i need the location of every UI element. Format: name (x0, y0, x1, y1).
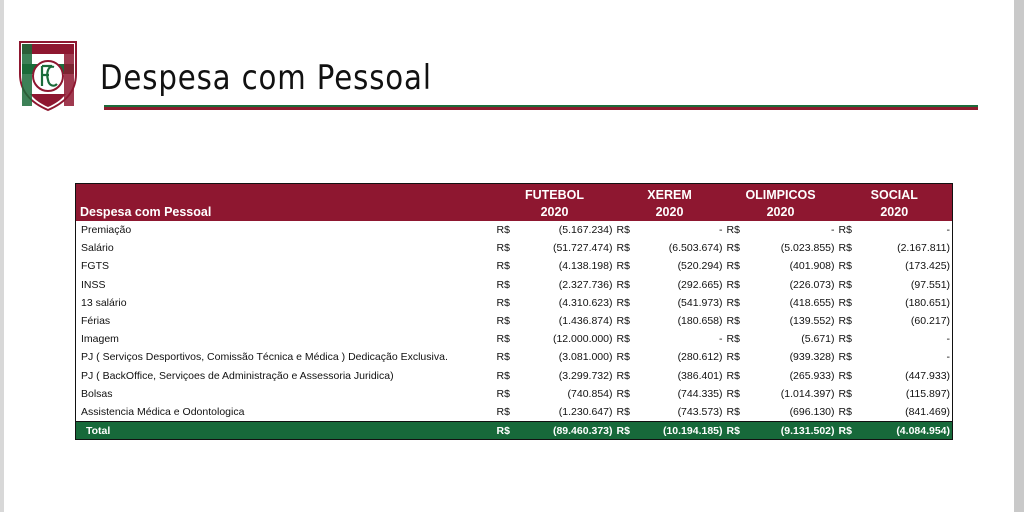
currency-symbol: R$ (496, 278, 510, 291)
cell-value: (5.671) (801, 333, 835, 346)
currency-symbol: R$ (496, 405, 510, 418)
cell-value: (520.294) (677, 260, 723, 273)
row-label: INSS (81, 278, 106, 291)
column-header-year: 2020 (725, 202, 837, 221)
currency-symbol: R$ (838, 224, 852, 237)
cell-value: (2.167.811) (897, 242, 951, 255)
currency-symbol: R$ (616, 405, 630, 418)
currency-symbol: R$ (496, 369, 510, 382)
table-row (76, 348, 953, 366)
currency-symbol: R$ (616, 333, 630, 346)
row-label: Imagem (81, 333, 119, 346)
cell-value: (939.328) (789, 351, 835, 364)
column-header-year: 2020 (495, 202, 615, 221)
cell-value: (5.023.855) (780, 242, 835, 255)
currency-symbol: R$ (495, 422, 525, 440)
column-header-name: XEREM (615, 184, 725, 203)
cell-value: (12.000.000) (552, 333, 613, 346)
cell-value: (51.727.474) (552, 242, 613, 255)
currency-symbol: R$ (838, 387, 852, 400)
currency-symbol: R$ (726, 224, 740, 237)
total-value: (4.084.954) (867, 422, 953, 440)
cell-value: - (719, 333, 723, 346)
currency-symbol: R$ (726, 405, 740, 418)
currency-symbol: R$ (496, 387, 510, 400)
currency-symbol: R$ (616, 224, 630, 237)
total-label: Total (76, 422, 495, 440)
table-row (76, 257, 953, 275)
table-row (76, 330, 953, 348)
currency-symbol: R$ (838, 278, 852, 291)
column-header-name: SOCIAL (837, 184, 953, 203)
row-label: Premiação (81, 224, 132, 237)
cell-value: (447.933) (905, 369, 951, 382)
row-label: PJ ( BackOffice, Serviçoes de Administração e Assessoria Juridica) (81, 369, 394, 382)
column-header-year: 2020 (837, 202, 953, 221)
currency-symbol: R$ (726, 369, 740, 382)
currency-symbol: R$ (496, 260, 510, 273)
row-label: PJ ( Serviços Desportivos, Comissão Técnica e Médica ) Dedicação Exclusiva. (81, 351, 448, 364)
currency-symbol: R$ (496, 224, 510, 237)
cell-value: (696.130) (789, 405, 835, 418)
currency-symbol: R$ (616, 260, 630, 273)
table-row (76, 276, 953, 294)
cell-value: (418.655) (789, 296, 835, 309)
table-row (76, 221, 953, 239)
currency-symbol: R$ (838, 351, 852, 364)
cell-value: - (831, 224, 835, 237)
cell-value: - (946, 224, 951, 237)
column-header-year: 2020 (615, 202, 725, 221)
currency-symbol: R$ (725, 422, 755, 440)
currency-symbol: R$ (838, 369, 852, 382)
table-row (76, 403, 953, 422)
column-header-name: OLIMPICOS (725, 184, 837, 203)
cell-value: (5.167.234) (558, 224, 613, 237)
cell-value: (265.933) (789, 369, 835, 382)
cell-value: (226.073) (789, 278, 835, 291)
currency-symbol: R$ (726, 351, 740, 364)
cell-value: (744.335) (677, 387, 723, 400)
cell-value: (1.230.647) (558, 405, 613, 418)
table-body (76, 221, 953, 422)
page-edge-right (1014, 0, 1024, 512)
currency-symbol: R$ (616, 296, 630, 309)
header-row-years (76, 202, 953, 221)
cell-value: (4.310.623) (558, 296, 613, 309)
currency-symbol: R$ (726, 315, 740, 328)
currency-symbol: R$ (726, 242, 740, 255)
currency-symbol: R$ (726, 260, 740, 273)
cell-value: (1.436.874) (558, 315, 613, 328)
cell-value: (115.897) (905, 387, 951, 400)
cell-value: (173.425) (905, 260, 951, 273)
currency-symbol: R$ (726, 296, 740, 309)
table-header-title: Despesa com Pessoal (76, 202, 495, 221)
fluminense-crest-icon (16, 40, 80, 112)
currency-symbol: R$ (496, 242, 510, 255)
currency-symbol: R$ (726, 333, 740, 346)
table-row (76, 294, 953, 312)
cell-value: (841.469) (905, 405, 951, 418)
row-label: Salário (81, 242, 114, 255)
slide-title: Despesa com Pessoal (100, 58, 432, 98)
cell-value: (3.081.000) (558, 351, 613, 364)
currency-symbol: R$ (838, 260, 852, 273)
cell-value: (139.552) (789, 315, 835, 328)
currency-symbol: R$ (726, 387, 740, 400)
cell-value: (386.401) (677, 369, 723, 382)
row-label: Assistencia Médica e Odontologica (81, 405, 245, 418)
row-label: 13 salário (81, 296, 127, 309)
currency-symbol: R$ (838, 242, 852, 255)
header-blank (76, 184, 495, 203)
total-value: (89.460.373) (525, 422, 615, 440)
total-value: (10.194.185) (645, 422, 725, 440)
cell-value: (6.503.674) (668, 242, 723, 255)
cell-value: (4.138.198) (558, 260, 613, 273)
table-row (76, 385, 953, 403)
cell-value: (401.908) (789, 260, 835, 273)
title-underline-red (104, 107, 978, 110)
row-label: FGTS (81, 260, 109, 273)
cell-value: (60.217) (910, 315, 951, 328)
currency-symbol: R$ (616, 242, 630, 255)
cell-value: (292.665) (677, 278, 723, 291)
currency-symbol: R$ (838, 296, 852, 309)
row-label: Férias (81, 315, 111, 328)
currency-symbol: R$ (838, 405, 852, 418)
cell-value: (180.658) (677, 315, 723, 328)
currency-symbol: R$ (616, 351, 630, 364)
cell-value: (1.014.397) (780, 387, 835, 400)
column-header-name: FUTEBOL (495, 184, 615, 203)
currency-symbol: R$ (496, 315, 510, 328)
cell-value: (541.973) (677, 296, 723, 309)
currency-symbol: R$ (726, 278, 740, 291)
cell-value: (2.327.736) (558, 278, 613, 291)
currency-symbol: R$ (837, 422, 867, 440)
total-row (76, 422, 953, 440)
currency-symbol: R$ (496, 351, 510, 364)
cell-value: (3.299.732) (558, 369, 613, 382)
table-row (76, 367, 953, 385)
currency-symbol: R$ (838, 315, 852, 328)
table-row (76, 312, 953, 330)
cell-value: (740.854) (567, 387, 613, 400)
total-value: (9.131.502) (755, 422, 837, 440)
cell-value: (180.651) (905, 296, 951, 309)
cell-value: (280.612) (677, 351, 723, 364)
currency-symbol: R$ (496, 333, 510, 346)
cell-value: - (946, 333, 951, 346)
page-edge-left (0, 0, 4, 512)
expense-table (75, 183, 953, 440)
cell-value: (97.551) (910, 278, 951, 291)
table-row (76, 239, 953, 257)
cell-value: - (719, 224, 723, 237)
currency-symbol: R$ (615, 422, 645, 440)
header-row-names (76, 184, 953, 203)
row-label: Bolsas (81, 387, 113, 400)
currency-symbol: R$ (616, 387, 630, 400)
currency-symbol: R$ (838, 333, 852, 346)
currency-symbol: R$ (616, 278, 630, 291)
currency-symbol: R$ (496, 296, 510, 309)
cell-value: (743.573) (677, 405, 723, 418)
cell-value: - (946, 351, 951, 364)
currency-symbol: R$ (616, 315, 630, 328)
currency-symbol: R$ (616, 369, 630, 382)
